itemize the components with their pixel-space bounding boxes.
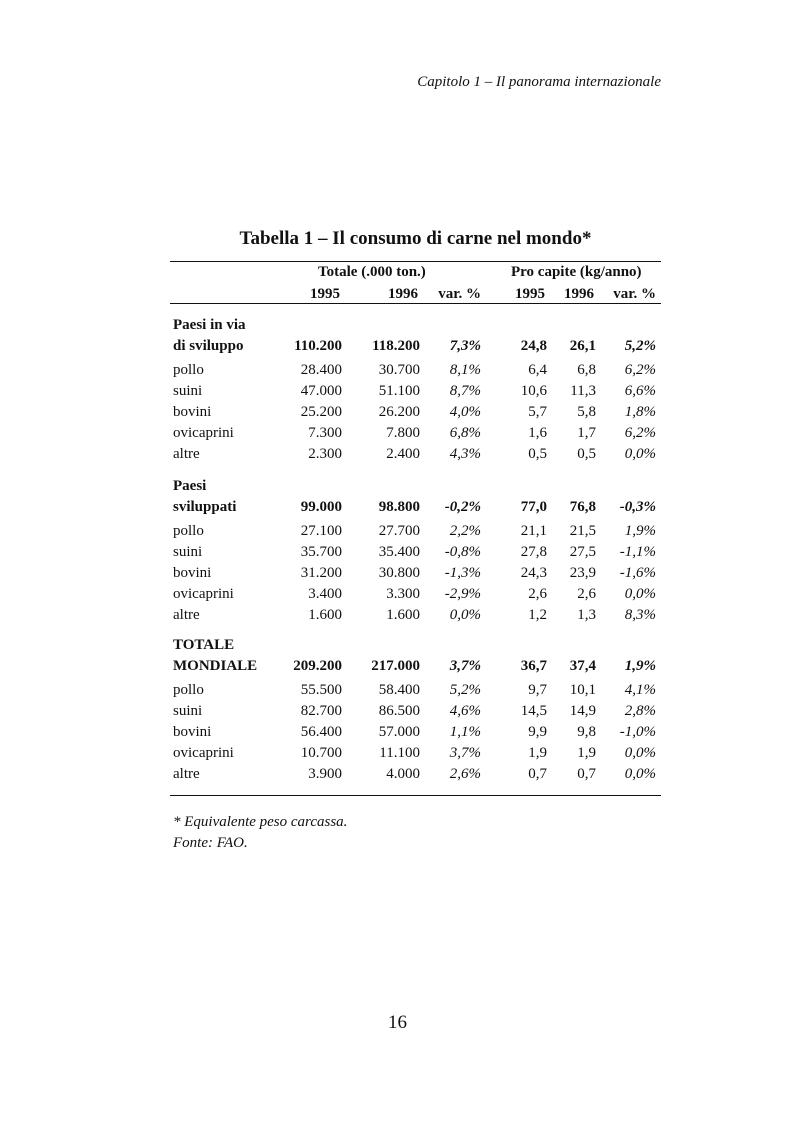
- group-summary-value: 76,8: [569, 499, 596, 515]
- table-cell: 0,7: [577, 766, 596, 782]
- table-cell: -1,3%: [444, 565, 481, 581]
- running-header: Capitolo 1 – Il panorama internazionale: [417, 74, 661, 90]
- table-cell: 35.700: [300, 544, 342, 560]
- table-cell: 8,1%: [449, 362, 481, 378]
- row-label: ovicaprini: [173, 425, 234, 441]
- table-cell: 1.600: [386, 607, 420, 623]
- table-cell: 6,2%: [624, 425, 656, 441]
- source-note: Fonte: FAO.: [173, 835, 248, 851]
- table-cell: 31.200: [300, 565, 342, 581]
- table-header-rule: [170, 303, 661, 304]
- table-cell: 27,8: [520, 544, 547, 560]
- table-cell: 9,8: [577, 724, 596, 740]
- table-cell: 14,5: [520, 703, 547, 719]
- table-cell: -1,6%: [619, 565, 656, 581]
- group-summary-value: 77,0: [520, 499, 547, 515]
- row-label: ovicaprini: [173, 745, 234, 761]
- table-cell: -2,9%: [444, 586, 481, 602]
- table-cell: 1.600: [308, 607, 342, 623]
- group-summary-value: 37,4: [569, 658, 596, 674]
- row-label: suini: [173, 383, 203, 399]
- table-cell: 6,6%: [624, 383, 656, 399]
- table-cell: 57.000: [378, 724, 420, 740]
- table-cell: 3.300: [386, 586, 420, 602]
- column-header: 1995: [310, 286, 340, 302]
- group-label: Paesi in via: [173, 317, 246, 333]
- table-cell: 2,2%: [449, 523, 481, 539]
- table-cell: 0,7: [528, 766, 547, 782]
- table-cell: 35.400: [378, 544, 420, 560]
- row-label: bovini: [173, 404, 212, 420]
- table-cell: 1,9: [528, 745, 547, 761]
- row-label: altre: [173, 766, 200, 782]
- group-label: Paesi: [173, 478, 207, 494]
- table-cell: 11.100: [379, 745, 420, 761]
- table-cell: 4.000: [386, 766, 420, 782]
- table-cell: 27,5: [569, 544, 596, 560]
- table-cell: 3.400: [308, 586, 342, 602]
- group-summary-value: 24,8: [520, 338, 547, 354]
- table-cell: 1,9%: [624, 523, 656, 539]
- table-cell: -1,0%: [619, 724, 656, 740]
- table-cell: 7.800: [386, 425, 420, 441]
- table-cell: 4,0%: [449, 404, 481, 420]
- table-top-rule: [170, 261, 661, 262]
- group-label: sviluppati: [173, 499, 237, 515]
- table-cell: 10,6: [520, 383, 547, 399]
- column-header: 1996: [388, 286, 418, 302]
- table-cell: 0,0%: [624, 766, 656, 782]
- table-cell: 30.800: [378, 565, 420, 581]
- group-summary-value: 3,7%: [449, 658, 481, 674]
- table-cell: 4,3%: [449, 446, 481, 462]
- group-summary-value: 209.200: [293, 658, 342, 674]
- table-cell: 0,0%: [624, 745, 656, 761]
- group-label: MONDIALE: [173, 658, 258, 674]
- table-cell: 21,5: [569, 523, 596, 539]
- table-cell: 7.300: [308, 425, 342, 441]
- row-label: suini: [173, 703, 203, 719]
- table-cell: -1,1%: [619, 544, 656, 560]
- column-header: 1995: [515, 286, 545, 302]
- table-cell: 82.700: [300, 703, 342, 719]
- table-cell: 6,4: [528, 362, 547, 378]
- group-header-pro-capite: Pro capite (kg/anno): [511, 264, 642, 280]
- table-cell: 1,7: [577, 425, 596, 441]
- table-cell: 1,1%: [449, 724, 481, 740]
- table-cell: 0,0%: [624, 446, 656, 462]
- table-title: Tabella 1 – Il consumo di carne nel mondo*: [239, 228, 592, 249]
- table-cell: 30.700: [378, 362, 420, 378]
- row-label: bovini: [173, 565, 212, 581]
- row-label: pollo: [173, 362, 204, 378]
- table-cell: 0,0%: [624, 586, 656, 602]
- column-header: var. %: [613, 286, 656, 302]
- table-cell: 55.500: [300, 682, 342, 698]
- table-cell: 24,3: [520, 565, 547, 581]
- column-header: 1996: [564, 286, 594, 302]
- table-cell: 3.900: [308, 766, 342, 782]
- table-cell: 1,3: [577, 607, 596, 623]
- table-cell: 1,9: [577, 745, 596, 761]
- table-cell: 2,6: [528, 586, 547, 602]
- table-cell: 1,6: [528, 425, 547, 441]
- table-cell: 6,2%: [624, 362, 656, 378]
- group-summary-value: 5,2%: [624, 338, 656, 354]
- table-notes: [173, 812, 347, 854]
- group-summary-value: 36,7: [520, 658, 547, 674]
- table-cell: 47.000: [300, 383, 342, 399]
- table-cell: 2.400: [386, 446, 420, 462]
- table-cell: 2,6: [577, 586, 596, 602]
- table-cell: 51.100: [378, 383, 420, 399]
- table-cell: 8,7%: [449, 383, 481, 399]
- group-summary-value: 110.200: [294, 338, 342, 354]
- group-summary-value: 7,3%: [449, 338, 481, 354]
- table-cell: 2.300: [308, 446, 342, 462]
- table-cell: 5,8: [577, 404, 596, 420]
- table-bottom-rule: [170, 795, 661, 796]
- page-number: 16: [388, 1012, 407, 1033]
- table-cell: 10.700: [300, 745, 342, 761]
- table-cell: 58.400: [378, 682, 420, 698]
- group-summary-value: 217.000: [371, 658, 420, 674]
- table-cell: 9,9: [528, 724, 547, 740]
- table-cell: 4,6%: [449, 703, 481, 719]
- table-cell: 9,7: [528, 682, 547, 698]
- table-cell: 11,3: [570, 383, 596, 399]
- table-cell: 27.100: [300, 523, 342, 539]
- table-cell: -0,8%: [444, 544, 481, 560]
- group-header-totale: Totale (.000 ton.): [318, 264, 426, 280]
- row-label: pollo: [173, 523, 204, 539]
- footnote: * Equivalente peso carcassa.: [173, 814, 348, 830]
- table-cell: 6,8: [577, 362, 596, 378]
- table-cell: 25.200: [300, 404, 342, 420]
- table-cell: 10,1: [569, 682, 596, 698]
- table-cell: 3,7%: [449, 745, 481, 761]
- table-cell: 8,3%: [624, 607, 656, 623]
- table-cell: 5,7: [528, 404, 547, 420]
- group-summary-value: 118.200: [372, 338, 420, 354]
- table-cell: 1,2: [528, 607, 547, 623]
- group-summary-value: 1,9%: [624, 658, 656, 674]
- table-cell: 5,2%: [449, 682, 481, 698]
- table-cell: 21,1: [520, 523, 547, 539]
- table-cell: 1,8%: [624, 404, 656, 420]
- row-label: bovini: [173, 724, 212, 740]
- group-summary-value: 26,1: [569, 338, 596, 354]
- row-label: ovicaprini: [173, 586, 234, 602]
- group-label: di sviluppo: [173, 338, 244, 354]
- table-cell: 0,0%: [449, 607, 481, 623]
- table-cell: 4,1%: [624, 682, 656, 698]
- group-summary-value: -0,3%: [619, 499, 656, 515]
- row-label: pollo: [173, 682, 204, 698]
- group-summary-value: -0,2%: [444, 499, 481, 515]
- table-cell: 23,9: [569, 565, 596, 581]
- table-cell: 56.400: [300, 724, 342, 740]
- table-cell: 0,5: [528, 446, 547, 462]
- table-cell: 2,8%: [624, 703, 656, 719]
- row-label: suini: [173, 544, 203, 560]
- table-cell: 2,6%: [449, 766, 481, 782]
- table-cell: 27.700: [378, 523, 420, 539]
- group-label: TOTALE: [173, 637, 235, 653]
- table-cell: 28.400: [300, 362, 342, 378]
- table-cell: 6,8%: [449, 425, 481, 441]
- table-cell: 0,5: [577, 446, 596, 462]
- table-cell: 26.200: [378, 404, 420, 420]
- group-summary-value: 98.800: [378, 499, 420, 515]
- row-label: altre: [173, 607, 200, 623]
- column-header: var. %: [438, 286, 481, 302]
- row-label: altre: [173, 446, 200, 462]
- table-cell: 14,9: [569, 703, 596, 719]
- group-summary-value: 99.000: [300, 499, 342, 515]
- table-cell: 86.500: [378, 703, 420, 719]
